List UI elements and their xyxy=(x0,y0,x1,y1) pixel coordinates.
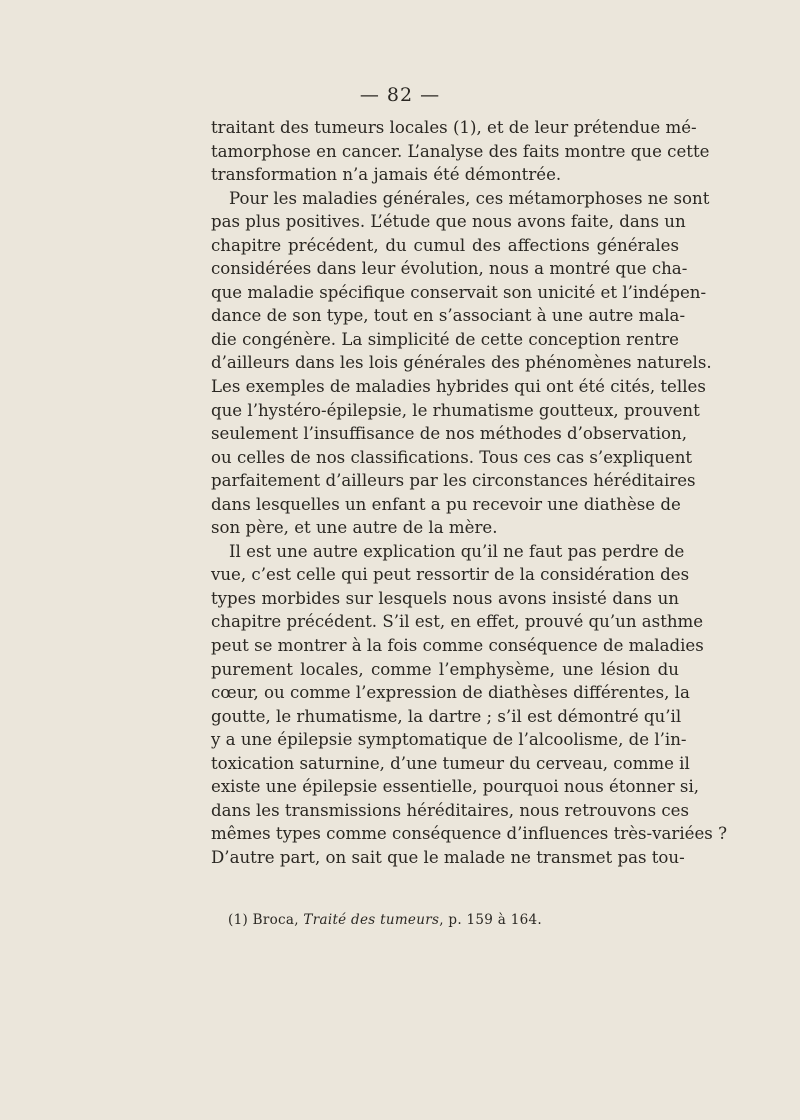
text-line: peut se montrer à la fois comme conséquence de maladies xyxy=(211,636,704,656)
text-line: seulement l’insuffisance de nos méthodes d’observation, xyxy=(211,424,687,444)
text-line: cœur, ou comme l’expression de diathèses différentes, la xyxy=(211,683,690,703)
footnote xyxy=(228,912,542,928)
text-line: traitant des tumeurs locales (1), et de leur prétendue mé- xyxy=(211,118,697,137)
text-line: ou celles de nos classifications. Tous ces cas s’expliquent xyxy=(211,447,693,467)
text-line: purement locales, comme l’emphysème, une lésion du xyxy=(211,659,679,679)
text-line: existe une épilepsie essentielle, pourquoi nous étonner si, xyxy=(211,777,700,797)
text-line: transformation n’a jamais été démontrée. xyxy=(211,165,562,185)
text-line: dans les transmissions héréditaires, nous retrouvons ces xyxy=(211,800,689,820)
text-line: parfaitement d’ailleurs par les circonstances héréditaires xyxy=(211,471,696,491)
footnote-title: Traité des tumeurs xyxy=(303,912,440,928)
text-line: que l’hystéro-épilepsie, le rhumatisme goutteux, prouvent xyxy=(211,400,700,420)
text-line: tamorphose en cancer. L’analyse des faits montre que cette xyxy=(211,141,710,161)
text-line: dans lesquelles un enfant a pu recevoir une diathèse de xyxy=(211,494,681,514)
footnote-prefix: (1) Broca, xyxy=(228,912,304,928)
body-text xyxy=(211,116,727,870)
text-line: considérées dans leur évolution, nous a montré que cha- xyxy=(211,259,688,279)
text-line: vue, c’est celle qui peut ressortir de la considération des xyxy=(211,565,690,585)
text-line: mêmes types comme conséquence d’influences très-variées ? xyxy=(211,824,727,844)
text-line: y a une épilepsie symptomatique de l’alcoolisme, de l’in- xyxy=(211,730,687,750)
footnote-suffix: , p. 159 à 164. xyxy=(439,912,542,928)
text-line: goutte, le rhumatisme, la dartre ; s’il est démontré qu’il xyxy=(211,706,682,726)
text-line: die congénère. La simplicité de cette conception rentre xyxy=(211,329,679,349)
text-line: toxication saturnine, d’une tumeur du cerveau, comme il xyxy=(211,753,690,773)
text-line: dance de son type, tout en s’associant à une autre mala- xyxy=(211,306,686,326)
text-line: types morbides sur lesquels nous avons insisté dans un xyxy=(211,588,679,608)
text-line: D’autre part, on sait que le malade ne transmet pas tou- xyxy=(211,847,685,867)
text-line: Les exemples de maladies hybrides qui ont été cités, telles xyxy=(211,377,706,397)
text-line: pas plus positives. L’étude que nous avons faite, dans un xyxy=(211,212,686,232)
text-line: d’ailleurs dans les lois générales des phénomènes naturels. xyxy=(211,353,712,373)
page-number: — 82 — xyxy=(359,84,441,106)
text-line: Pour les maladies générales, ces métamorphoses ne sont xyxy=(229,188,710,208)
text-line: son père, et une autre de la mère. xyxy=(211,518,498,538)
text-line: chapitre précédent. S’il est, en effet, prouvé qu’un asthme xyxy=(211,612,704,632)
text-line: chapitre précédent, du cumul des affections générales xyxy=(211,235,679,255)
text-line: que maladie spécifique conservait son unicité et l’indépen- xyxy=(211,282,707,302)
text-line: Il est une autre explication qu’il ne faut pas perdre de xyxy=(229,541,685,561)
